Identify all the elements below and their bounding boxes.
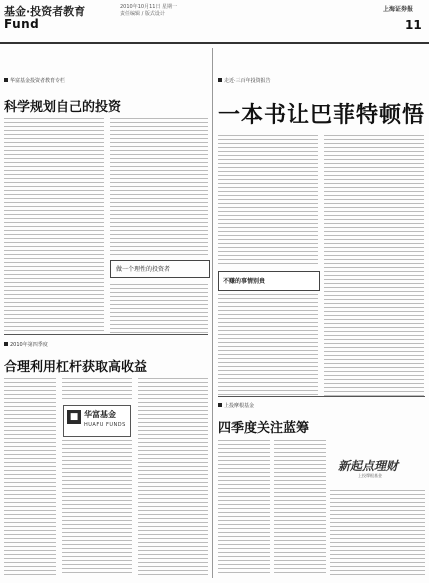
left-article2-text-col2	[62, 378, 132, 402]
huafu-logo-mark-icon: ■	[67, 410, 81, 424]
page-number: 11	[405, 18, 422, 32]
section-bullet-icon	[218, 403, 222, 407]
huafu-logo	[63, 405, 131, 437]
pull-quote-box	[218, 271, 320, 291]
section-divider	[218, 396, 425, 397]
huafu-logo-cn: 华富基金	[84, 410, 116, 419]
left-article-text-col2b	[110, 284, 208, 336]
middle-kicker: 走近·三百年投资报告	[224, 78, 271, 84]
huafu-logo-en: HUAFU FUNDS	[84, 422, 126, 428]
section-bullet-icon	[4, 342, 8, 346]
right-article-text	[330, 490, 425, 578]
sidebar-box	[110, 260, 210, 278]
left-article2-text-col2b	[62, 440, 132, 576]
left-headline-2: 合理利用杠杆获取高收益	[4, 360, 148, 375]
middle-article2-text-col1	[218, 440, 270, 576]
left-article-text-col2	[110, 118, 208, 258]
left-headline: 科学规划自己的投资	[4, 100, 122, 115]
middle-article-text-col1b	[218, 294, 318, 398]
column-logo	[330, 455, 426, 483]
column-logo-title: 新起点理财	[338, 459, 399, 473]
section-bullet-icon	[218, 78, 222, 82]
middle-headline: 一本书让巴菲特顿悟	[218, 103, 426, 128]
sidebar-box-text: 做一个理性的投资者	[116, 266, 171, 273]
pull-quote-text: 不赚的事情别贵	[223, 278, 266, 285]
middle-headline-2: 四季度关注蓝筹	[218, 421, 310, 436]
left-article-text-col1	[4, 118, 104, 334]
middle-article-text-col2	[324, 135, 424, 399]
page-header	[0, 0, 429, 44]
header-editor: 责任编辑 / 版式设计	[120, 11, 165, 17]
column-logo-subtitle: 上投摩根基金	[358, 473, 382, 478]
header-meta	[120, 4, 320, 18]
section-bullet-icon	[4, 78, 8, 82]
section-english-title: Fund	[4, 17, 40, 31]
middle-article-text-col1	[218, 135, 318, 267]
middle-kicker-2: 上投摩根基金	[224, 403, 255, 409]
section-title: 基金·投资者教育	[4, 5, 86, 18]
column-divider	[212, 48, 213, 578]
section-divider	[4, 334, 208, 335]
left-kicker-2: 2010年第四季度	[10, 342, 48, 348]
left-kicker: 华富基金投资者教育专栏	[10, 78, 66, 84]
left-article2-text-col3	[138, 378, 208, 578]
header-date: 2010年10月11日 星期一	[120, 4, 178, 10]
left-article2-text-col1	[4, 378, 56, 578]
paper-name: 上海证券报	[383, 6, 414, 13]
middle-article2-text-col2	[274, 440, 326, 576]
